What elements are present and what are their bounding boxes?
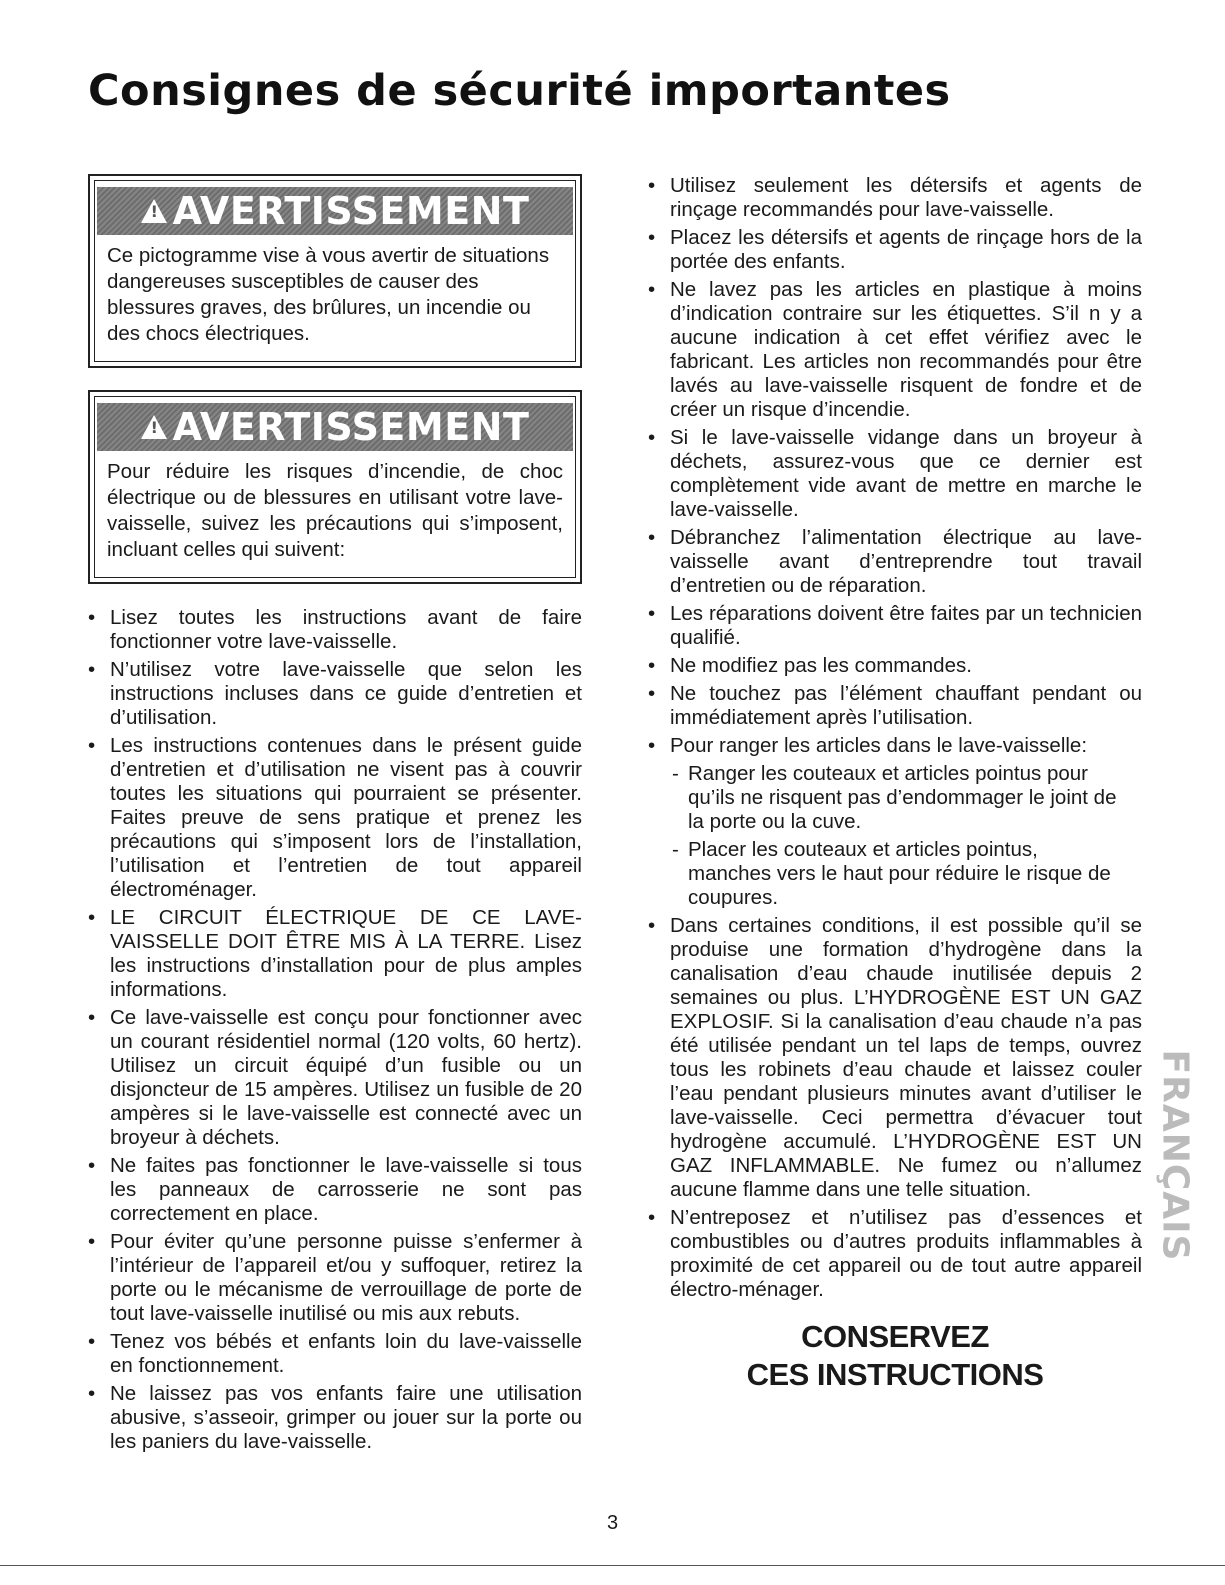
sub-list-item: - Ranger les couteaux et articles pointus pour qu’ils ne risquent pas d’endommager le joint de la porte ou la cuve. — [670, 762, 1118, 834]
list-item: • Les instructions contenues dans le présent guide d’entretien et d’utilisation ne visent pas à couvrir toutes les situations qui pourraient se présenter. Faites preuve de sens pratique et prenez les précautions qui s’imposent lors de l’installation, l’utilisation et l’entretien de tout appareil électroménager. — [88, 734, 582, 902]
bottom-rule — [0, 1565, 1225, 1566]
list-item: • Ne modifiez pas les commandes. — [648, 654, 1142, 678]
save-instructions-heading — [648, 1318, 1142, 1394]
list-item: • Les réparations doivent être faites par un technicien qualifié. — [648, 602, 1142, 650]
list-item: • Placez les détersifs et agents de rinçage hors de la portée des enfants. — [648, 226, 1142, 274]
list-item: • Dans certaines conditions, il est possible qu’il se produise une formation d’hydrogène dans la canalisation d’eau chaude inutilisée depuis 2 semaines ou plus. L’HYDROGÈNE EST UN GAZ EXPLOSIF. Si la canalisation d’eau chaude n’a pas été utilisée pendant un tel laps de temps, ouvrez tous les robinets d’eau chaude et laissez couler l’eau pendant plusieurs minutes avant d’utiliser le lave-vaisselle. Ceci permettra d’évacuer tout hydrogène accumulé. L’HYDROGÈNE EST UN GAZ INFLAMMABLE. Ne fumez ou n’allumez aucune flamme dans une telle situation. — [648, 914, 1142, 1202]
left-column — [88, 174, 582, 1458]
language-side-tab-label: FRANÇAIS — [1154, 1049, 1196, 1261]
right-bullet-list — [648, 174, 1142, 1302]
list-item-text: Pour ranger les articles dans le lave-vaisselle: — [670, 734, 1088, 757]
list-item: • Ne touchez pas l’élément chauffant pendant ou immédiatement après l’utilisation. — [648, 682, 1142, 730]
page-title: Consignes de sécurité importantes — [88, 66, 951, 116]
list-item: • Ne laissez pas vos enfants faire une utilisation abusive, s’asseoir, grimper ou jouer sur la porte ou les paniers du lave-vaisselle. — [88, 1382, 582, 1454]
list-item: • N’entreposez et n’utilisez pas d’essences et combustibles ou d’autres produits inflammables à proximité de cet appareil ou de tout autre appareil électro-ménager. — [648, 1206, 1142, 1302]
sub-list — [670, 762, 1142, 910]
list-item: • Débranchez l’alimentation électrique au lave-vaisselle avant d’entreprendre tout travail d’entretien ou de réparation. — [648, 526, 1142, 598]
left-bullet-list — [88, 606, 582, 1454]
list-item: • Ne lavez pas les articles en plastique à moins d’indication contraire sur les étiquettes. S’il n y a aucune indication à cet effet vérifiez avec le fabricant. Les articles non recommandés pour être lavés au lave-vaisselle risquent de fondre et de créer un risque d’incendie. — [648, 278, 1142, 422]
warning-banner-1 — [97, 187, 573, 235]
list-item: • LE CIRCUIT ÉLECTRIQUE DE CE LAVE-VAISSELLE DOIT ÊTRE MIS À LA TERRE. Lisez les instructions d’installation pour de plus amples informations. — [88, 906, 582, 1002]
list-item: • Si le lave-vaisselle vidange dans un broyeur à déchets, assurez-vous que ce dernier est complètement vide avant de mettre en marche le lave-vaisselle. — [648, 426, 1142, 522]
list-item: • Lisez toutes les instructions avant de faire fonctionner votre lave-vaisselle. — [88, 606, 582, 654]
right-column — [648, 174, 1142, 1394]
warning-banner-label: AVERTISSEMENT — [172, 405, 530, 449]
warning-text-1: Ce pictogramme vise à vous avertir de situations dangereuses susceptibles de causer des blessures graves, des brûlures, un incendie ou des chocs électriques. — [107, 244, 550, 345]
warning-box-2 — [88, 390, 582, 584]
list-item: • Ne faites pas fonctionner le lave-vaisselle si tous les panneaux de carrosserie ne sont pas correctement en place. — [88, 1154, 582, 1226]
warning-box-1 — [88, 174, 582, 368]
warning-triangle-icon — [141, 199, 167, 223]
page-number: 3 — [606, 1512, 619, 1534]
warning-banner-label: AVERTISSEMENT — [172, 189, 530, 233]
list-item: • Utilisez seulement les détersifs et agents de rinçage recommandés pour lave-vaisselle. — [648, 174, 1142, 222]
list-item-with-sublist — [648, 734, 1142, 910]
save-instructions-line-2: CES INSTRUCTIONS — [746, 1357, 1044, 1392]
save-instructions-line-1: CONSERVEZ — [801, 1319, 989, 1354]
warning-banner-2 — [97, 403, 573, 451]
warning-triangle-icon — [141, 415, 167, 439]
list-item: • Pour éviter qu’une personne puisse s’enfermer à l’intérieur de l’appareil et/ou y suffoquer, retirez la porte ou le mécanisme de verrouillage de porte de tout lave-vaisselle inutilisé ou mis aux rebuts. — [88, 1230, 582, 1326]
list-item: • Tenez vos bébés et enfants loin du lave-vaisselle en fonctionnement. — [88, 1330, 582, 1378]
list-item: • N’utilisez votre lave-vaisselle que selon les instructions incluses dans ce guide d’entretien et d’utilisation. — [88, 658, 582, 730]
list-item: • Ce lave-vaisselle est conçu pour fonctionner avec un courant résidentiel normal (120 volts, 60 hertz). Utilisez un circuit équipé d’un fusible ou un disjoncteur de 15 ampères. Utilisez un fusible de 20 ampères si le lave-vaisselle est connecté avec un broyeur à déchets. — [88, 1006, 582, 1150]
language-side-tab — [1155, 1025, 1195, 1285]
sub-list-item: - Placer les couteaux et articles pointus, manches vers le haut pour réduire le risque de coupures. — [670, 838, 1118, 910]
warning-text-2: Pour réduire les risques d’incendie, de choc électrique ou de blessures en utilisant votre lave-vaisselle, suivez les précautions qui s’imposent, incluant celles qui suivent: — [107, 460, 563, 561]
